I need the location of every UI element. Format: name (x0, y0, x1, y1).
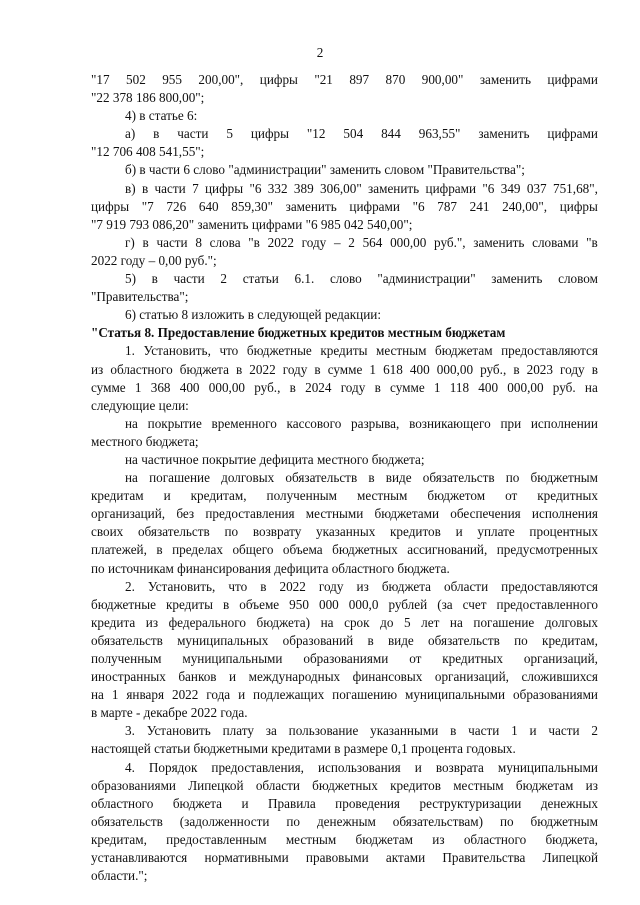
text-line: 6) статью 8 изложить в следующей редакции: (125, 307, 381, 323)
text-line: обязательств муниципальных образований в виде обязательств по кредитам, (91, 632, 598, 648)
text-line: сумме 1 368 400 000,00 руб., в 2024 году в сумме 1 118 400 000,00 руб. на (91, 379, 598, 395)
text-line: бюджетные кредиты в объеме 950 000 000,0 рублей (за счет предоставленного (91, 596, 598, 612)
text-line: в) в части 7 цифры "6 332 389 306,00" заменить цифрами "6 349 037 751,68", (125, 180, 598, 196)
text-line: "17 502 955 200,00", цифры "21 897 870 900,00" заменить цифрами (91, 72, 598, 87)
text-line: "12 706 408 541,55"; (91, 144, 205, 160)
text-line: "Правительства"; (91, 289, 189, 305)
text-line: областного бюджета и Правила проведения реструктуризации денежных (91, 795, 598, 811)
text-line: следующие цели: (91, 397, 189, 413)
text-line: "22 378 186 800,00"; (91, 90, 205, 106)
text-line: 2. Установить, что в 2022 году из бюджета области предоставляются (125, 578, 598, 594)
text-line: а) в части 5 цифры "12 504 844 963,55" заменить цифрами (125, 126, 598, 142)
text-line: кредита из федерального бюджета) на срок до 5 лет на погашение долговых (91, 614, 598, 630)
text-line: области."; (91, 868, 148, 884)
text-line: по источникам финансирования дефицита областного бюджета. (91, 560, 450, 576)
text-line: б) в части 6 слово "администрации" заменить словом "Правительства"; (125, 162, 525, 178)
text-line: г) в части 8 слова "в 2022 году – 2 564 000,00 руб.", заменить словами "в (125, 234, 598, 250)
text-line: организаций, без предоставления местными бюджетами обеспечения исполнения (91, 506, 598, 522)
text-line: образованиями Липецкой области бюджетных кредитов местным бюджетам из (91, 777, 598, 793)
text-line: иностранных банков и международных финансовых организаций, сложившихся (91, 669, 598, 685)
text-line: из областного бюджета в 2022 году в сумме 1 618 400 000,00 руб., в 2023 году в (91, 361, 598, 377)
text-line: местного бюджета; (91, 433, 199, 449)
text-line: 4. Порядок предоставления, использования и возврата муниципальными (125, 759, 598, 775)
text-line: 5) в части 2 статьи 6.1. слово "администрации" заменить словом (125, 271, 598, 287)
text-line: своих обязательств по возврату указанных кредитов и уплате процентных (91, 524, 598, 540)
text-line: на частичное покрытие дефицита местного бюджета; (125, 451, 425, 467)
text-line: в марте - декабре 2022 года. (91, 705, 248, 721)
text-line: 3. Установить плату за пользование указанными в части 1 и части 2 (125, 723, 598, 739)
text-line: на 1 января 2022 года и подлежащих погашению муниципальными образованиями (91, 687, 598, 703)
document-body (91, 71, 598, 885)
page-number: 2 (316, 45, 324, 60)
text-line: цифры "7 726 640 859,30" заменить цифрами "6 787 241 240,00", цифры (91, 198, 598, 214)
text-line: на погашение долговых обязательств в виде обязательств по бюджетным (125, 470, 598, 486)
text-line: 1. Установить, что бюджетные кредиты местным бюджетам предоставляются (125, 343, 598, 359)
text-line: платежей, в пределах общего объема бюджетных ассигнований, предусмотренных (91, 542, 598, 558)
text-line: на покрытие временного кассового разрыва, возникающего при исполнении (125, 415, 598, 431)
text-line: кредитам и кредитам, полученным местным бюджетом от кредитных (91, 488, 598, 504)
text-line: устанавливаются нормативными правовыми актами Правительства Липецкой (91, 850, 598, 866)
text-line: настоящей статьи бюджетными кредитами в размере 0,1 процента годовых. (91, 741, 516, 757)
text-line: 2022 году – 0,00 руб."; (91, 252, 217, 268)
text-line: "Статья 8. Предоставление бюджетных кредитов местным бюджетам (91, 325, 506, 341)
text-line: полученным муниципальными образованиями от кредитных организаций, (91, 651, 598, 666)
text-line: 4) в статье 6: (125, 108, 198, 124)
text-line: кредитам, предоставленным местным бюджетам из областного бюджета, (91, 831, 598, 847)
text-line: обязательств (задолженности по денежным обязательствам) по бюджетным (91, 813, 598, 829)
text-line: "7 919 793 086,20" заменить цифрами "6 985 042 540,00"; (91, 216, 413, 232)
